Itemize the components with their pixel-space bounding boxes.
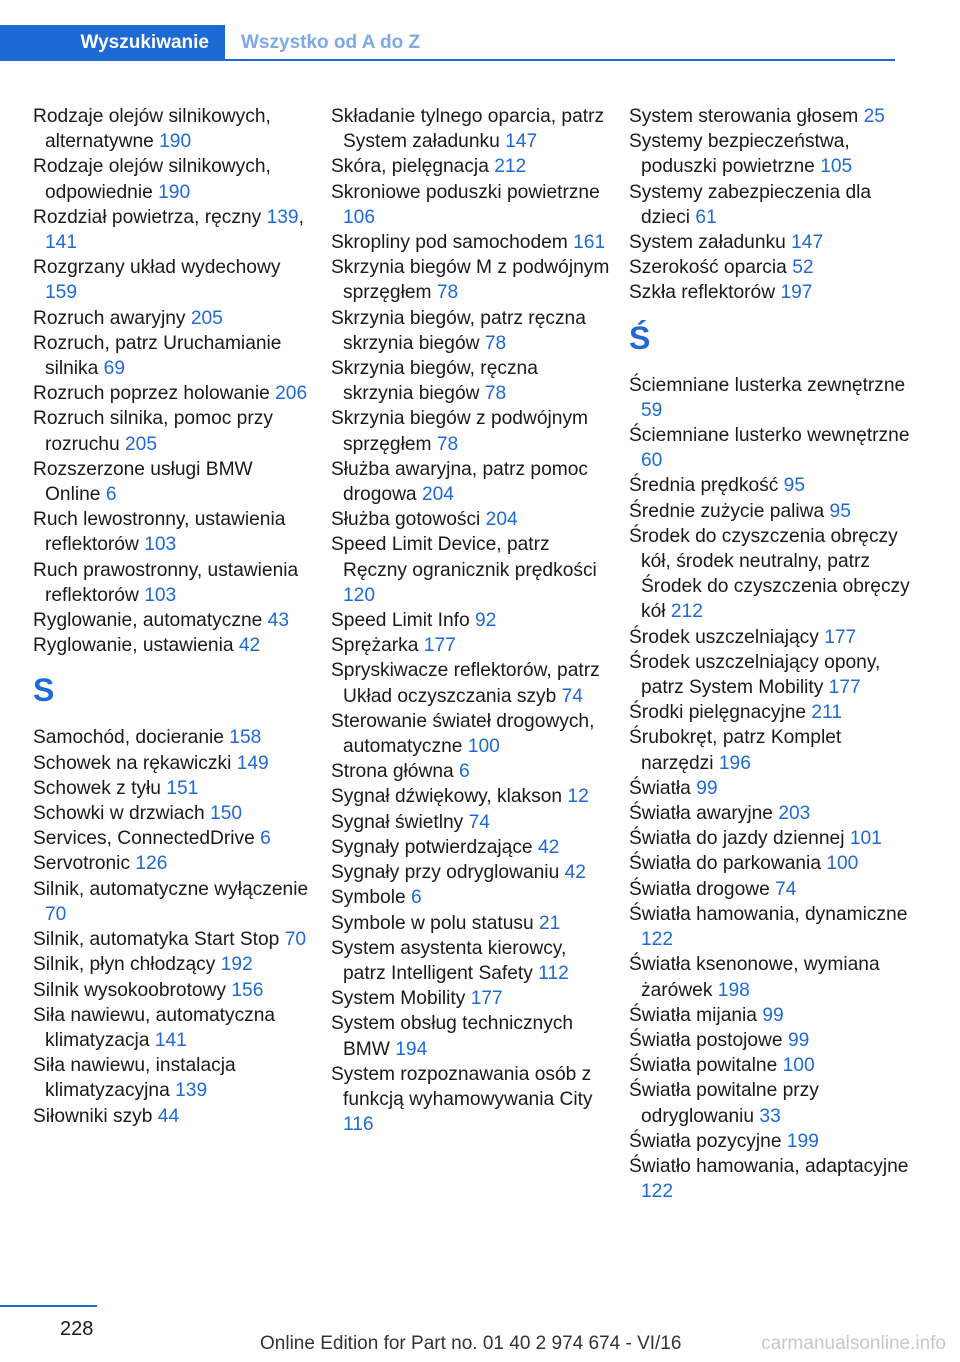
index-entry-text: Sygnał świetlny: [331, 811, 464, 833]
index-entry-text: Samochód, docieranie: [33, 727, 224, 749]
index-entry-text: Speed Limit Info: [331, 610, 470, 632]
page-link[interactable]: 192: [220, 954, 253, 976]
index-entry-text: Schowek na rękawiczki: [33, 752, 232, 774]
index-entry-text: System sterowania głosem: [629, 106, 859, 127]
index-entry-text: Rozruch, patrz Uruchamianie silnika: [33, 332, 282, 380]
page-link[interactable]: 206: [275, 383, 308, 405]
index-entry: [331, 507, 611, 532]
index-entry-text: Skroniowe poduszki powietrzne: [331, 181, 600, 203]
index-entry: [33, 877, 313, 927]
index-entry-text: Śrubokręt, patrz Komplet narzędzi: [629, 727, 842, 774]
page-link[interactable]: 190: [158, 181, 191, 203]
page-link[interactable]: 190: [159, 131, 192, 153]
index-entry: [629, 423, 919, 473]
index-entry-text: Ściemniane lusterko wewnętrzne: [629, 425, 910, 447]
index-entry-text: Światła mijania: [629, 1004, 757, 1026]
page-link[interactable]: 100: [467, 736, 500, 758]
page-link[interactable]: 6: [411, 887, 422, 909]
index-entry-text: Silnik, płyn chłodzący: [33, 954, 216, 976]
index-entry-text: Rozruch awaryjny: [33, 307, 186, 329]
index-entry-text: Służba gotowości: [331, 509, 481, 531]
index-entry: [331, 911, 611, 936]
section-heading: S: [33, 672, 55, 709]
index-entry: [629, 801, 919, 826]
index-entry: [33, 1053, 313, 1103]
index-entry: [629, 1028, 919, 1053]
index-entry-text: Rodzaje olejów silnikowych, odpowiednie: [33, 156, 271, 203]
index-entry-text: Środek do czyszczenia obręczy kół, środek neutralny, patrz Środek do czyszczenia obręczy kół: [629, 525, 910, 623]
index-entry-text: Skrzynia biegów z podwójnym sprzęgłem: [331, 408, 589, 455]
index-entry-text: Rodzaje olejów silnikowych, alternatywne: [33, 106, 271, 153]
page-link[interactable]: 100: [782, 1055, 815, 1077]
index-entry-text: Silnik wysokoobrotowy: [33, 979, 227, 1001]
page-link[interactable]: 139: [266, 206, 299, 228]
page-link[interactable]: 150: [210, 803, 243, 825]
tab-search[interactable]: [0, 25, 225, 61]
index-entry-text: Światło hamowania, adaptacyjne: [629, 1155, 909, 1177]
index-entry-text: Schowki w drzwiach: [33, 803, 205, 825]
page-link[interactable]: 78: [436, 282, 459, 304]
index-entry: [629, 625, 919, 650]
index-entry-text: Sygnał dźwiękowy, klakson: [331, 786, 563, 808]
index-entry: [331, 255, 611, 305]
index-entry: [629, 255, 919, 280]
page-link[interactable]: 6: [105, 484, 117, 506]
index-entry: [331, 532, 611, 608]
index-entry-text: System obsług technicznych BMW: [331, 1013, 574, 1060]
index-entry-text: Światła awaryjne: [629, 803, 773, 825]
index-entry: [33, 381, 313, 406]
index-entry-text: Rozszerzone usługi BMW Online: [33, 458, 253, 506]
page-link[interactable]: 74: [468, 811, 490, 833]
page-link[interactable]: 43: [267, 610, 289, 632]
index-entry-text: Rozgrzany układ wydechowy: [33, 257, 281, 279]
index-entry: [331, 835, 611, 860]
page-link[interactable]: 147: [505, 131, 538, 153]
page-link[interactable]: 177: [470, 988, 503, 1010]
index-entry: [33, 952, 313, 977]
page-link[interactable]: 198: [717, 979, 750, 1001]
page-link[interactable]: 59: [641, 399, 663, 421]
index-entry: [33, 558, 313, 608]
index-entry: [629, 700, 919, 725]
index-entry-text: Skrzynia biegów M z podwójnym sprzęgłem: [331, 257, 610, 304]
index-entry: [331, 457, 611, 507]
index-entry: [331, 406, 611, 456]
index-entry: [33, 927, 313, 952]
index-entry: [629, 473, 919, 498]
index-entry-text: Sygnały przy odryglowaniu: [331, 862, 560, 884]
page-link[interactable]: 120: [343, 584, 376, 606]
page-link[interactable]: 25: [863, 106, 885, 127]
page-link[interactable]: 177: [423, 635, 456, 657]
page-link[interactable]: 78: [484, 332, 507, 354]
page-link[interactable]: 61: [695, 206, 717, 228]
index-entry: [331, 784, 611, 809]
index-entry-text: System Mobility: [331, 988, 466, 1010]
index-column-2: [331, 104, 611, 1137]
index-entry-text: Światła: [629, 777, 691, 799]
index-entry-text: Światła do jazdy dziennej: [629, 828, 845, 850]
page-link[interactable]: 197: [780, 282, 813, 304]
index-entry: [331, 104, 611, 154]
index-entry-text: Światła drogowe: [629, 878, 770, 900]
page-link[interactable]: 12: [567, 786, 589, 808]
index-entry: [33, 457, 313, 507]
index-entry: [33, 725, 313, 750]
index-entry: [629, 725, 919, 775]
index-entry-text: Skrzynia biegów, ręczna skrzynia biegów: [331, 358, 538, 405]
page-link[interactable]: 106: [343, 206, 376, 228]
index-entry-text: Rozruch silnika, pomoc przy rozruchu: [33, 408, 273, 455]
index-entry: [331, 230, 611, 255]
page-link[interactable]: 139: [175, 1080, 208, 1102]
index-entry: [33, 608, 313, 633]
index-entry: [629, 524, 919, 625]
page-link[interactable]: 99: [696, 777, 718, 799]
tab-search-label: Wyszukiwanie: [80, 32, 209, 53]
page-link[interactable]: 122: [641, 929, 674, 951]
index-entry: [331, 608, 611, 633]
index-entry: [629, 280, 919, 305]
page-link[interactable]: 126: [135, 853, 168, 875]
index-entry-text: Składanie tylnego oparcia, patrz System załadunku: [331, 106, 605, 153]
page-link[interactable]: 70: [284, 929, 307, 951]
index-entry: [629, 851, 919, 876]
index-entry: [629, 826, 919, 851]
index-entry-text: System rozpoznawania osób z funkcją wyhamowywania City: [331, 1063, 593, 1110]
index-entry-text: Służba awaryjna, patrz pomoc drogowa: [331, 458, 589, 506]
index-entry: [331, 709, 611, 759]
page-link[interactable]: 78: [436, 433, 459, 455]
page-link[interactable]: 177: [824, 626, 857, 648]
page-link[interactable]: 6: [260, 828, 271, 850]
page-link[interactable]: 6: [459, 761, 470, 783]
index-entry: [33, 751, 313, 776]
page-link[interactable]: 159: [45, 282, 78, 304]
index-entry-text: Światła ksenonowe, wymiana żarówek: [629, 954, 880, 1001]
page-link[interactable]: 204: [485, 509, 518, 531]
index-entry-text: Światła do parkowania: [629, 853, 821, 875]
index-entry-text: Rozruch poprzez holowanie: [33, 383, 270, 405]
page-link[interactable]: 112: [538, 962, 569, 984]
index-entry: [331, 306, 611, 356]
index-entry: [331, 810, 611, 835]
index-entry: [331, 1062, 611, 1138]
page-link[interactable]: 42: [537, 836, 560, 858]
index-entry: [331, 180, 611, 230]
index-entry-text: Światła pozycyjne: [629, 1130, 782, 1152]
page-link[interactable]: 42: [564, 862, 586, 884]
index-entry: [33, 154, 313, 204]
index-entry: [331, 154, 611, 179]
page-link[interactable]: 74: [561, 685, 583, 707]
page-link[interactable]: 141: [154, 1029, 187, 1051]
index-entry: [629, 104, 919, 129]
page-number: 228: [60, 1318, 94, 1340]
index-entry: [629, 373, 919, 423]
page-link[interactable]: 95: [783, 475, 806, 497]
page-link[interactable]: 161: [573, 232, 606, 254]
page-link[interactable]: 99: [762, 1004, 784, 1026]
index-entry-text: Siła nawiewu, automatyczna klimatyzacja: [33, 1004, 276, 1051]
header-tabs: [0, 25, 895, 61]
page-link[interactable]: 103: [144, 534, 177, 556]
tab-a-to-z-label: Wszystko od A do Z: [241, 32, 421, 53]
index-entry-text: Silnik, automatyka Start Stop: [33, 929, 280, 951]
index-entry-text: Średnia prędkość: [629, 475, 779, 497]
index-entry: [629, 180, 919, 230]
page-link[interactable]: 204: [421, 484, 454, 506]
index-entry-text: Siłowniki szyb: [33, 1105, 153, 1127]
index-entry-text: System załadunku: [629, 232, 786, 254]
page-link[interactable]: 149: [236, 752, 269, 774]
index-entry: [33, 104, 313, 154]
page-link[interactable]: 196: [718, 752, 751, 774]
index-entry: [331, 986, 611, 1011]
index-entry: [629, 129, 919, 179]
index-entry-text: Spryskiwacze reflektorów, patrz Układ oczyszczania szyb: [331, 660, 600, 707]
page-link[interactable]: 44: [157, 1105, 180, 1127]
index-entry-text: Środki pielęgnacyjne: [629, 702, 807, 724]
footer-rule: [0, 1305, 97, 1307]
index-entry-text: Sterowanie świateł drogowych, automatyczne: [331, 710, 595, 758]
index-entry: [629, 902, 919, 952]
index-entry: [33, 406, 313, 456]
index-entry: [33, 507, 313, 557]
edition-note: Online Edition for Part no. 01 40 2 974 674 - VI/16: [260, 1333, 682, 1354]
index-entry: Rozdział powietrza, ręczny 139, 141: [33, 206, 304, 254]
page-link[interactable]: 199: [786, 1130, 819, 1152]
index-entry-text: Skropliny pod samochodem: [331, 232, 568, 254]
index-entry-text: Skóra, pielęgnacja: [331, 156, 489, 178]
page-link[interactable]: 212: [670, 601, 703, 623]
index-entry-text: Szkła reflektorów: [629, 282, 776, 304]
page-link[interactable]: 105: [820, 156, 853, 178]
index-entry: [33, 633, 313, 658]
page-link[interactable]: 211: [811, 702, 843, 724]
index-entry: [33, 1003, 313, 1053]
index-entry-text: Siła nawiewu, instalacja klimatyzacyjna: [33, 1055, 236, 1102]
page-link[interactable]: 100: [826, 853, 859, 875]
index-entry-text: Strona główna: [331, 761, 454, 783]
index-entry-text: Services, ConnectedDrive: [33, 828, 255, 850]
index-entry: [33, 801, 313, 826]
page-link[interactable]: 194: [395, 1038, 428, 1060]
index-entry-text: Światła powitalne: [629, 1055, 778, 1077]
index-entry: [331, 1011, 611, 1061]
page-link[interactable]: 70: [45, 903, 67, 925]
index-entry-text: Środek uszczelniający: [629, 626, 819, 648]
index-entry: [33, 306, 313, 331]
index-entry-text: Skrzynia biegów, patrz ręczna skrzynia biegów: [331, 307, 586, 354]
index-entry: [33, 826, 313, 851]
page-link[interactable]: 156: [231, 979, 264, 1001]
index-entry-text: Światła postojowe: [629, 1029, 783, 1051]
index-entry-text: Sygnały potwierdzające: [331, 836, 533, 858]
index-entry: [33, 331, 313, 381]
index-entry-text: Ryglowanie, ustawienia: [33, 635, 234, 657]
index-entry: [33, 776, 313, 801]
page-link[interactable]: 42: [238, 635, 261, 657]
index-entry: [33, 255, 313, 305]
index-entry-text: Ruch lewostronny, ustawienia reflektorów: [33, 509, 286, 556]
page-link[interactable]: 92: [475, 610, 497, 632]
page-link[interactable]: 78: [484, 383, 507, 405]
page-link[interactable]: 103: [144, 584, 177, 606]
page-link[interactable]: 69: [103, 358, 126, 380]
index-entry-text: Szerokość oparcia: [629, 257, 787, 279]
index-entry: [331, 860, 611, 885]
index-column-3: [629, 104, 919, 1204]
page-link[interactable]: 203: [778, 803, 811, 825]
index-entry-text: Ruch prawostronny, ustawienia reflektorów: [33, 559, 299, 606]
index-entry-text: Ściemniane lusterka zewnętrzne: [629, 374, 906, 396]
index-entry-text: Światła hamowania, dynamiczne: [629, 903, 908, 925]
index-entry-text: Silnik, automatyczne wyłączenie: [33, 878, 309, 900]
index-entry: [331, 885, 611, 910]
index-entry: [331, 633, 611, 658]
index-entry: [629, 1154, 919, 1204]
page-link[interactable]: 205: [190, 307, 223, 329]
page-link[interactable]: 177: [828, 677, 861, 699]
page-link[interactable]: 52: [792, 257, 814, 279]
index-entry-text: Średnie zużycie paliwa: [629, 500, 825, 522]
page-link[interactable]: 158: [229, 727, 262, 749]
index-entry-text: Ryglowanie, automatyczne: [33, 610, 263, 632]
page-link[interactable]: 101: [849, 828, 882, 850]
index-entry-text: Środek uszczelniający opony, patrz System Mobility: [629, 651, 881, 699]
index-entry: [331, 658, 611, 708]
page-link[interactable]: 116: [343, 1114, 374, 1136]
index-entry: [629, 1078, 919, 1128]
index-entry: [629, 1053, 919, 1078]
index-entry-text: Systemy zabezpieczenia dla dzieci: [629, 181, 872, 228]
index-entry: [33, 1104, 313, 1129]
index-entry-text: Schowek z tyłu: [33, 777, 161, 799]
index-entry: [331, 356, 611, 406]
index-entry: [33, 978, 313, 1003]
page-link[interactable]: 74: [775, 878, 797, 900]
index-entry-text: Symbole w polu statusu: [331, 912, 534, 934]
page-link[interactable]: 205: [125, 433, 158, 455]
index-entry-text: System asystenta kierowcy, patrz Intelligent Safety: [331, 937, 567, 984]
index-entry: [629, 499, 919, 524]
index-column-1: [33, 104, 313, 1129]
watermark: carmanualsonline.info: [761, 1333, 946, 1354]
index-entry-text: Symbole: [331, 887, 406, 909]
index-entry: [331, 936, 611, 986]
index-entry-text: Servotronic: [33, 853, 131, 875]
section-heading: Ś: [629, 319, 651, 356]
index-entry-text: Systemy bezpieczeństwa, poduszki powietrzne: [629, 131, 850, 178]
page-link[interactable]: 212: [494, 156, 527, 178]
page-link[interactable]: 147: [791, 232, 824, 254]
index-entry-text: Sprężarka: [331, 635, 419, 657]
index-entry: [331, 759, 611, 784]
index-entry: [629, 952, 919, 1002]
page-link[interactable]: 95: [829, 500, 851, 522]
index-entry: [629, 1129, 919, 1154]
tab-underline: [225, 59, 895, 61]
index-entry: [33, 851, 313, 876]
index-entry: [629, 1003, 919, 1028]
index-entry: [629, 230, 919, 255]
index-entry: [629, 776, 919, 801]
index-entry-text: Rozdział powietrza, ręczny: [33, 206, 262, 228]
page-link[interactable]: 21: [538, 912, 561, 934]
index-entry-text: Światła powitalne przy odryglowaniu: [629, 1080, 819, 1127]
page-link[interactable]: 99: [787, 1029, 810, 1051]
tab-a-to-z[interactable]: [241, 25, 420, 61]
page-link[interactable]: 122: [641, 1181, 674, 1203]
index-entry: [629, 650, 919, 700]
page-link[interactable]: 60: [641, 450, 663, 472]
page-link[interactable]: 33: [759, 1105, 781, 1127]
index-entry: [629, 877, 919, 902]
index-entry-text: Speed Limit Device, patrz Ręczny ogranicznik prędkości: [331, 534, 597, 581]
page-link[interactable]: 151: [166, 777, 199, 799]
page-link[interactable]: 141: [45, 232, 78, 254]
